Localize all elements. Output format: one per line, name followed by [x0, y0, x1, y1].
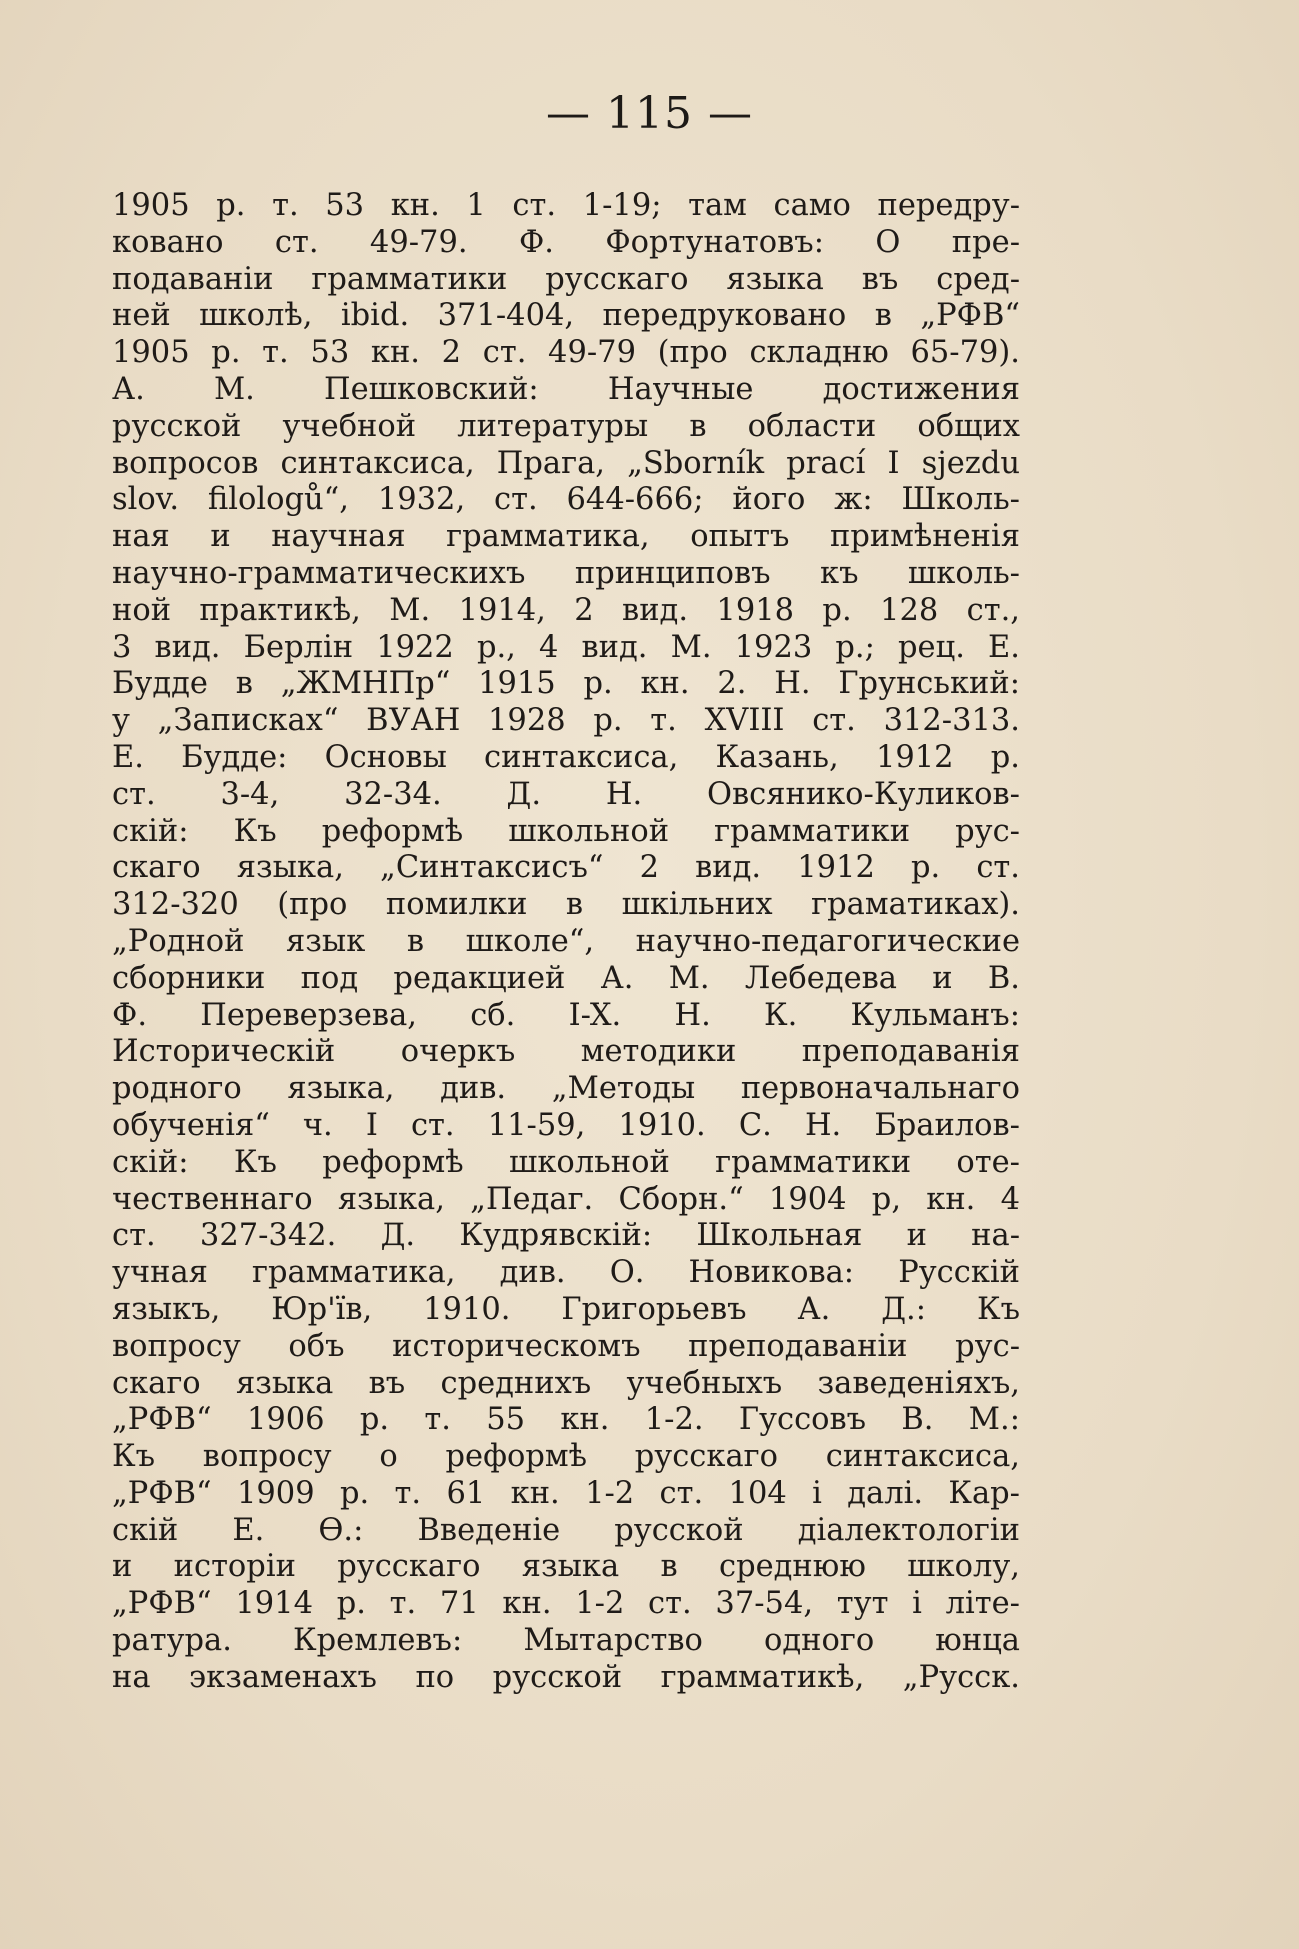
text-line: языкъ, Юр'їв, 1910. Григорьевъ А. Д.: Къ [112, 1291, 1020, 1327]
text-line: 1905 р. т. 53 кн. 1 ст. 1-19; там само передру- [112, 188, 1020, 223]
text-line: на экзаменахъ по русской грамматикѣ, „Русск. [112, 1659, 1020, 1695]
text-line: скаго языка, „Синтаксисъ“ 2 вид. 1912 р. ст. [112, 850, 1020, 886]
text-line: скiй: Къ реформѣ школьной грамматики рус- [112, 813, 1020, 849]
text-line: чественнаго языка, „Педаг. Сборн.“ 1904 р, кн. 4 [112, 1181, 1020, 1217]
text-line: 3 вид. Берлін 1922 р., 4 вид. М. 1923 р.; рец. Е. [112, 629, 1020, 665]
text-line: вопросов синтаксиса, Прага, „Sborník prací I sjezdu [112, 445, 1020, 481]
text-line: „Родной язык в школе“, научно-педагогические [112, 923, 1020, 959]
text-line: 1905 р. т. 53 кн. 2 ст. 49-79 (про складню 65-79). [112, 335, 1020, 371]
text-line: русской учебной литературы в области общих [112, 408, 1020, 444]
text-line: учная грамматика, див. О. Новикова: Русскiй [112, 1255, 1020, 1291]
text-line: у „Записках“ ВУАН 1928 р. т. XVIII ст. 312-313. [112, 703, 1020, 739]
text-line: ная и научная грамматика, опытъ примѣненiя [112, 519, 1020, 555]
text-line: Къ вопросу о реформѣ русскаго синтаксиса, [112, 1439, 1020, 1475]
text-line: ст. 327-342. Д. Кудрявскiй: Школьная и на- [112, 1218, 1020, 1254]
text-line: Ф. Переверзева, сб. I-X. Н. К. Кульманъ: [112, 997, 1020, 1033]
text-line: 312-320 (про помилки в шкільних граматиках). [112, 887, 1020, 923]
text-line: ней школѣ, ibid. 371-404, передруковано в „РФВ“ [112, 298, 1020, 334]
text-line: Будде в „ЖМНПр“ 1915 р. кн. 2. Н. Грунський: [112, 666, 1020, 702]
text-line: А. М. Пешковский: Научные достижения [112, 371, 1020, 407]
text-line: ст. 3-4, 32-34. Д. Н. Овсянико-Куликов- [112, 776, 1020, 812]
text-line: скiй: Къ реформѣ школьной грамматики оте- [112, 1144, 1020, 1180]
text-line: ратура. Кремлевъ: Мытарство одного юнца [112, 1623, 1020, 1659]
text-line: „РФВ“ 1906 р. т. 55 кн. 1-2. Гуссовъ В. М.: [112, 1402, 1020, 1438]
body-text [112, 188, 1020, 1697]
text-line: ной практикѣ, М. 1914, 2 вид. 1918 р. 128 ст., [112, 592, 1020, 628]
text-line: и исторiи русскаго языка в среднюю школу, [112, 1549, 1020, 1585]
text-line: сборники под редакцией А. М. Лебедева и В. [112, 960, 1020, 996]
text-line: slov. filologů“, 1932, ст. 644-666; його ж: Школь- [112, 482, 1020, 518]
text-line: обученiя“ ч. I ст. 11-59, 1910. С. Н. Браилов- [112, 1107, 1020, 1143]
text-line: ковано ст. 49-79. Ф. Фортунатовъ: О пре- [112, 224, 1020, 260]
text-line: „РФВ“ 1909 р. т. 61 кн. 1-2 ст. 104 і далі. Кар- [112, 1475, 1020, 1511]
text-line: „РФВ“ 1914 р. т. 71 кн. 1-2 ст. 37-54, тут і літе- [112, 1586, 1020, 1622]
text-line: подаванiи грамматики русскаго языка въ сред- [112, 261, 1020, 297]
text-line: Историческiй очеркъ методики преподаванiя [112, 1034, 1020, 1070]
text-line: научно-грамматическихъ принциповъ къ школь- [112, 555, 1020, 591]
text-line: скаго языка въ среднихъ учебныхъ заведенiяхъ, [112, 1365, 1020, 1401]
page-number: — 115 — [546, 88, 753, 139]
text-line: вопросу объ историческомъ преподаванiи рус- [112, 1328, 1020, 1364]
text-line: скiй Е. Ѳ.: Введенiе русской дiалектологiи [112, 1512, 1020, 1548]
text-line: Е. Будде: Основы синтаксиса, Казань, 1912 р. [112, 739, 1020, 775]
text-line: родного языка, див. „Методы первоначальнаго [112, 1071, 1020, 1107]
